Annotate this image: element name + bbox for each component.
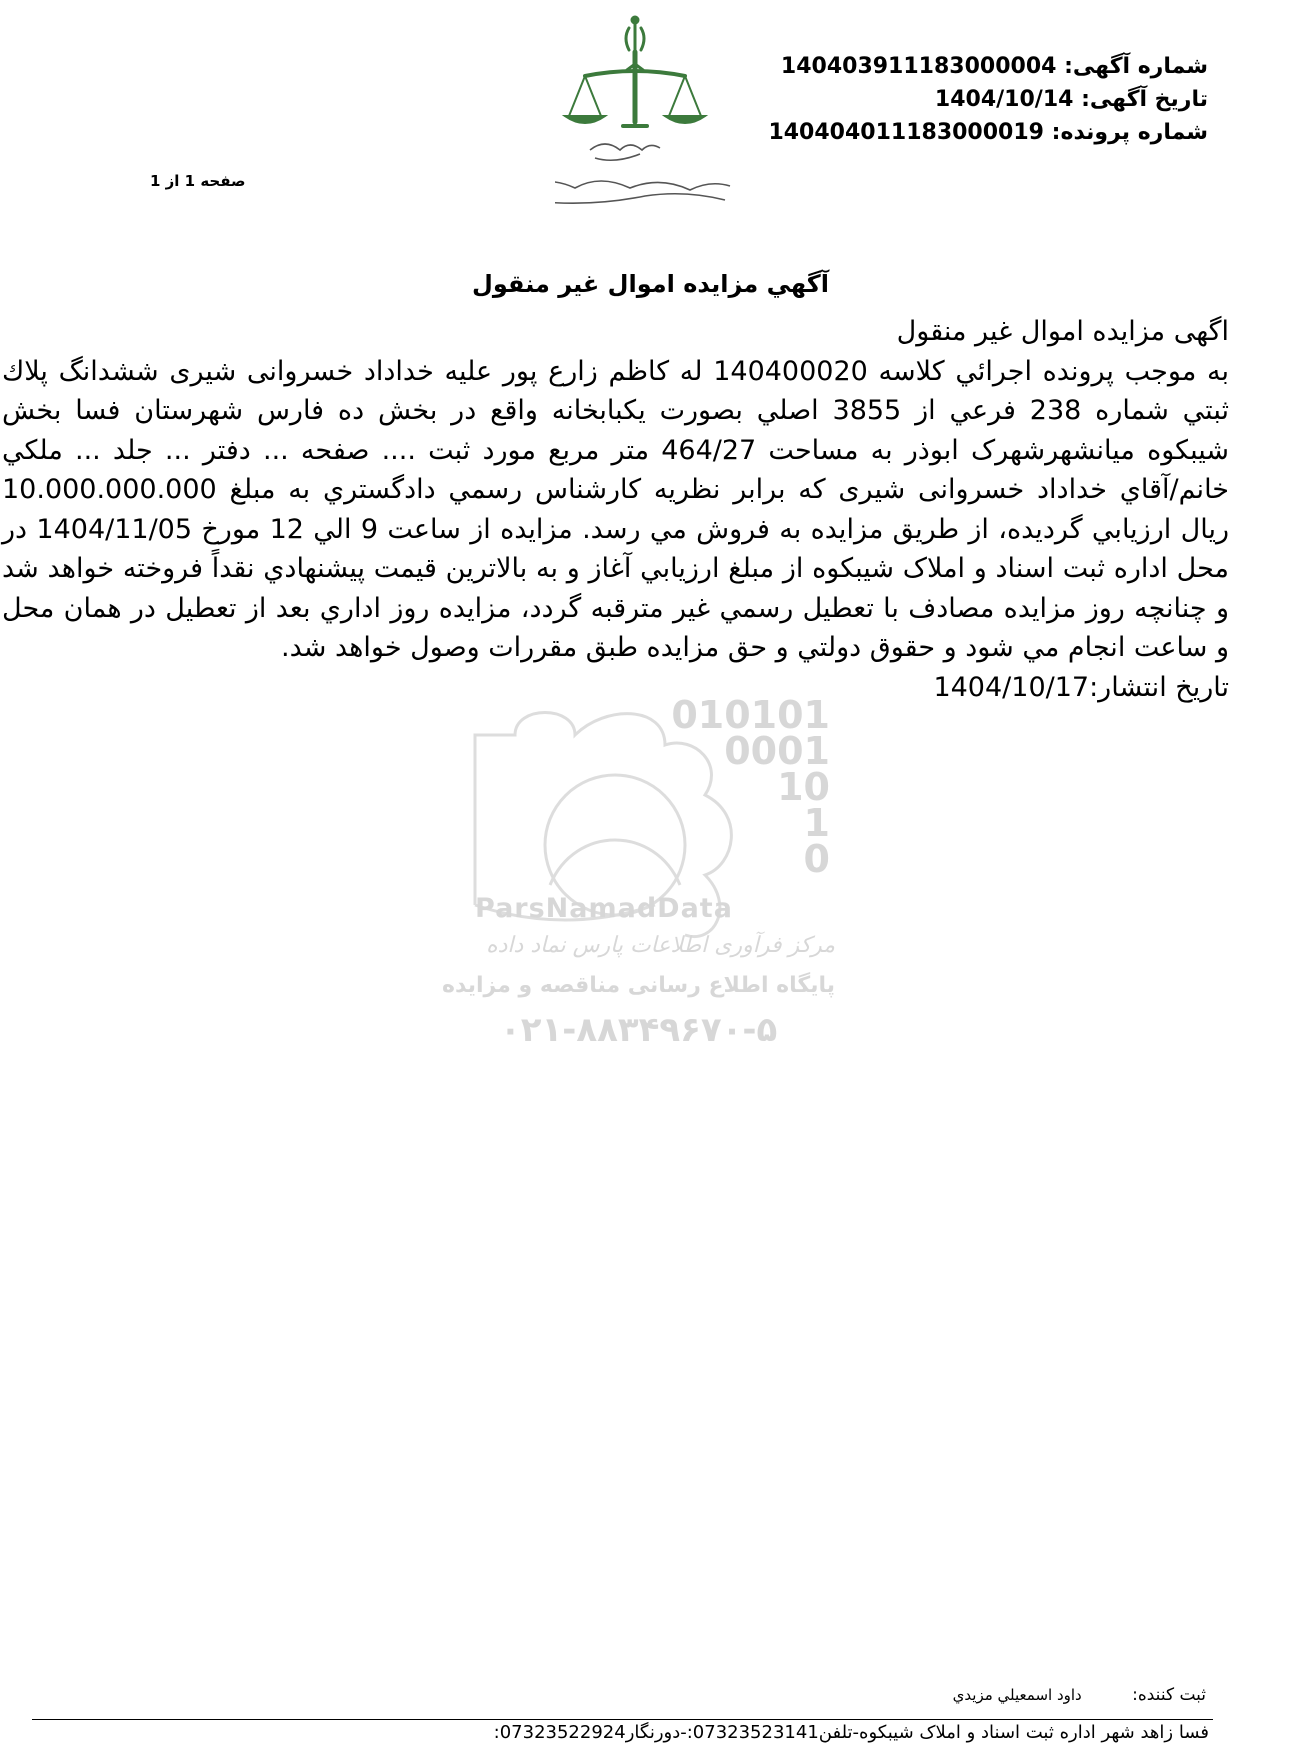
registrar-label: ثبت كننده: bbox=[1132, 1685, 1206, 1705]
ad-number: 140403911183000004 bbox=[780, 54, 1057, 79]
watermark-phone: ۰۲۱-۸۸۳۴۹۶۷۰-۵ bbox=[500, 1010, 778, 1050]
publish-date-line bbox=[2, 668, 1229, 708]
watermark-digit-row: 010101 bbox=[671, 693, 830, 737]
case-number-label: شماره پرونده: bbox=[1051, 120, 1208, 145]
registrar-line bbox=[953, 1685, 1206, 1705]
notice-subtitle: اگهی مزایده اموال غیر منقول bbox=[896, 316, 1229, 347]
watermark-subtitle: پایگاه اطلاع رسانی مناقصه و مزایده bbox=[442, 973, 835, 998]
publish-date: 1404/10/17 bbox=[933, 671, 1090, 703]
publish-date-label: تاریخ انتشار: bbox=[1089, 671, 1229, 703]
watermark-digit-row: 0 bbox=[803, 837, 830, 881]
page-counter: صفحه 1 از 1 bbox=[150, 172, 246, 190]
footer-divider bbox=[32, 1719, 1213, 1720]
case-number: 140404011183000019 bbox=[768, 120, 1044, 145]
scales-of-justice-icon bbox=[555, 8, 785, 223]
ad-date-label: تاریخ آگهی: bbox=[1081, 87, 1208, 112]
parsnamaddata-watermark bbox=[442, 693, 845, 1055]
document-title: آگهي مزايده اموال غير منقول bbox=[472, 270, 829, 298]
watermark-binary-digits bbox=[665, 693, 830, 881]
watermark-digit-row: 10 bbox=[777, 765, 830, 809]
watermark-digit-row: 0001 bbox=[724, 729, 830, 773]
registrar-name: داود اسمعيلي مزيدي bbox=[952, 1686, 1082, 1704]
auction-notice-body bbox=[2, 312, 1229, 707]
watermark-tagline: مرکز فرآوری اطلاعات پارس نماد داده bbox=[486, 933, 835, 958]
ad-date: 1404/10/14 bbox=[934, 87, 1074, 112]
notice-paragraph: به موجب پرونده اجرائي كلاسه 140400020 له کاظم زارع پور علیه خداداد خسروانی شیری ششدانگ پلاك ثبتي شماره 238 فرعي از 3855 اصلي بصورت یکبابخانه واقع در بخش ده فارس شهرستان فسا بخش شیبکوه میانشهرشهرک ابوذر به مساحت 464/27 متر مربع مورد ثبت .... صفحه ... دفتر ... جلد ... ملكي خانم/آقاي خداداد خسروانی شیری كه برابر نظريه كارشناس رسمي دادگستري به مبلغ 10.000.000.000 ريال ارزيابي گرديده، از طريق مزايده به فروش مي رسد. مزايده از ساعت 9 الي 12 مورخ 1404/11/05 در محل اداره ثبت اسناد و املاک شیبکوه از مبلغ ارزيابي آغاز و به بالاترين قيمت پيشنهادي نقداً فروخته خواهد شد و چنانچه روز مزايده مصادف با تعطيل رسمي غير مترقبه گردد، مزايده روز اداري بعد از تعطيل در همان محل و ساعت انجام مي شود و حقوق دولتي و حق مزايده طبق مقررات وصول خواهد شد. bbox=[2, 355, 1229, 663]
watermark-digit-row: 1 bbox=[803, 801, 830, 845]
footer-address: فسا زاهد شهر اداره ثبت اسناد و املاک شیبکوه-تلفن07323523141:-دورنگار07323522924: bbox=[493, 1722, 1209, 1743]
judiciary-emblem-logo bbox=[555, 8, 785, 223]
ad-number-label: شماره آگهی: bbox=[1064, 54, 1208, 79]
watermark-brand: ParsNamadData bbox=[475, 893, 733, 924]
